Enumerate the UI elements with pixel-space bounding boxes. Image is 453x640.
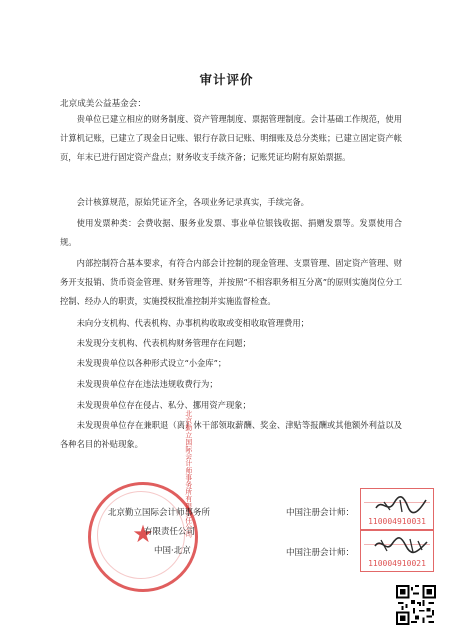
paragraph-no-illegal-fees: 未发现贵单位存在违法违规收费行为；: [76, 379, 218, 389]
seal-star-icon: ★: [132, 520, 154, 548]
paragraph-no-management-fees: 未向分支机构、代表机构、办事机构收取或变相收取管理费用；: [76, 318, 309, 328]
firm-name: 北京勤立国际会计师事务所: [108, 508, 211, 518]
firm-round-seal: [88, 482, 198, 592]
paragraph-no-slush-fund: 未发现贵单位以各种形式设立“小金库”；: [76, 358, 227, 368]
paragraph-no-asset-misuse: 未发现贵单位存在侵占、私分、挪用资产现象；: [76, 400, 251, 410]
cpa-seal-number-2: 110004910021: [368, 559, 426, 568]
cpa-signature-label-1: 中国注册会计师：: [286, 508, 355, 518]
paragraph-no-extra-benefits: 未发现贵单位存在兼职退（离）休干部领取薪酬、奖金、津贴等报酬或其他额外利益以及各种名目的补贴现象。: [60, 420, 402, 449]
paragraph-accounting-basics: 贵单位已建立相应的财务制度、资产管理制度、票据管理制度。会计基础工作规范，使用计算机记账，已建立了现金日记账、银行存款日记账、明细账及总分类账；已建立固定资产帐页，年末已进行固定资产盘点；财务收支手续齐备；记账凭证均附有原始票据。: [60, 114, 402, 162]
cpa-handwritten-signature-1: [372, 494, 430, 516]
addressee: 北京成美公益基金会：: [60, 99, 146, 109]
paragraph-branch-management: 未发现分支机构、代表机构财务管理存在问题；: [76, 338, 251, 348]
paragraph-invoice-types: 使用发票种类：会费收据、服务业发票、事业单位银钱收据、捐赠发票等。发票使用合规。: [60, 218, 402, 247]
qr-code: [396, 585, 436, 625]
firm-type: 有限责任公司: [144, 527, 196, 537]
document-title: 审计评价: [199, 72, 254, 87]
firm-place: 中国·北京: [154, 546, 191, 556]
paragraph-internal-control: 内部控制符合基本要求，有符合内部会计控制的现金管理、支票管理、固定资产管理、财务开支报销、货币资金管理、财务管理等，并按照“不相容职务相互分离”的原则实施岗位分工控制、经办人的职责，实施授权批准控制并实施监督检查。: [60, 258, 402, 306]
cpa-seal-number-1: 110004910031: [368, 517, 426, 526]
cpa-signature-label-2: 中国注册会计师：: [286, 548, 355, 558]
cpa-handwritten-signature-2: [372, 534, 430, 556]
paragraph-accounting-standards: 会计核算规范，原始凭证齐全，各项业务记录真实，手续完备。: [76, 197, 309, 207]
vertical-firm-stamp: 北京勤立国际会计师事务所有限责任公司: [183, 410, 192, 538]
